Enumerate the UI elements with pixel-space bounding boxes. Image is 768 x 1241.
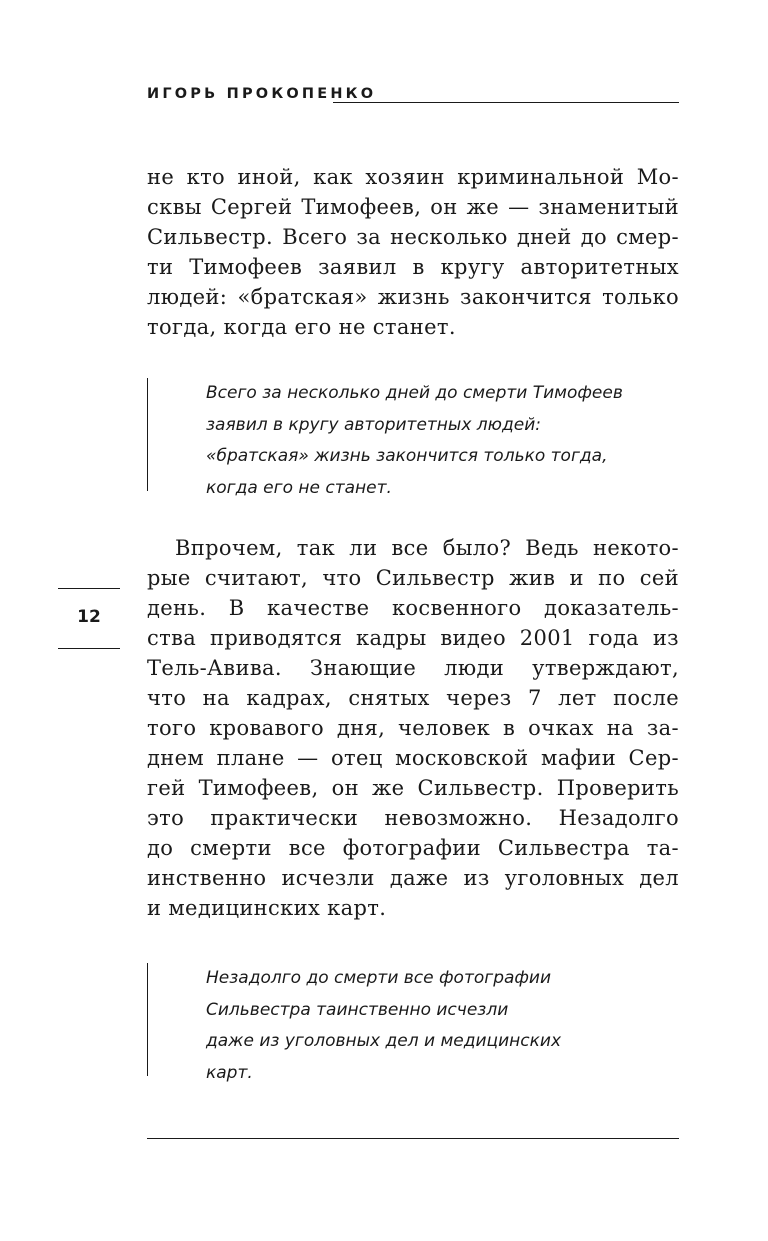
paragraph-line: что на кадрах, снятых через 7 лет после — [147, 686, 679, 710]
paragraph-line: сквы Сергей Тимофеев, он же — знаменитый — [147, 195, 679, 219]
page-number-block — [58, 588, 120, 650]
pullquote-bar — [147, 963, 148, 1076]
pullquote-line: Сильвестра таинственно исчезли — [206, 999, 509, 1020]
running-head-rule — [333, 102, 679, 103]
pullquote-text — [206, 378, 623, 504]
paragraph-line: гей Тимофеев, он же Сильвестр. Проверить — [147, 776, 679, 800]
paragraph-2 — [147, 533, 679, 923]
pullquote-bar — [147, 378, 148, 491]
paragraph-line: ти Тимофеев заявил в кругу авторитетных — [147, 255, 679, 279]
page-number-rule-top — [58, 588, 120, 589]
paragraph-line: людей: «братская» жизнь закончится только — [147, 285, 679, 309]
pullquote-2 — [147, 963, 679, 1083]
pullquote-line: заявил в кругу авторитетных людей: — [206, 414, 541, 435]
paragraph-line: Сильвестр. Всего за несколько дней до смер- — [147, 225, 679, 249]
page-number-rule-bottom — [58, 648, 120, 649]
pullquote-line: Всего за несколько дней до смерти Тимофеев — [206, 383, 623, 403]
paragraph-line: тогда, когда его не станет. — [147, 315, 456, 339]
running-head-author: ИГОРЬ ПРОКОПЕНКО — [147, 86, 377, 102]
paragraph-line: и медицинских карт. — [147, 896, 387, 920]
pullquote-line: Незадолго до смерти все фотографии — [206, 968, 552, 988]
paragraph-line: ства приводятся кадры видео 2001 года из — [147, 626, 679, 650]
paragraph-line: Тель-Авива. Знающие люди утверждают, — [147, 656, 679, 680]
paragraph-line: инственно исчезли даже из уголовных дел — [147, 866, 679, 890]
paragraph-line: рые считают, что Сильвестр жив и по сей — [147, 566, 679, 590]
pullquote-line: карт. — [206, 1062, 253, 1083]
pullquote-line: когда его не станет. — [206, 477, 392, 498]
paragraph-line: не кто иной, как хозяин криминальной Мо- — [147, 165, 679, 189]
pullquote-line: даже из уголовных дел и медицинских — [206, 1031, 561, 1051]
paragraph-line: это практически невозможно. Незадолго — [147, 806, 679, 830]
pullquote-text — [206, 963, 561, 1089]
paragraph-line: до смерти все фотографии Сильвестра та- — [147, 836, 679, 860]
paragraph-line: Впрочем, так ли все было? Ведь некото- — [175, 536, 679, 560]
bottom-rule — [147, 1138, 679, 1139]
pullquote-line: «братская» жизнь закончится только тогда, — [206, 446, 608, 466]
paragraph-line: днем плане — отец московской мафии Сер- — [147, 746, 679, 770]
paragraph-line: день. В качестве косвенного доказатель- — [147, 596, 679, 620]
page-number: 12 — [77, 607, 101, 627]
paragraph-1 — [147, 162, 679, 342]
pullquote-1 — [147, 378, 679, 498]
paragraph-line: того кровавого дня, человек в очках на за- — [147, 716, 679, 740]
